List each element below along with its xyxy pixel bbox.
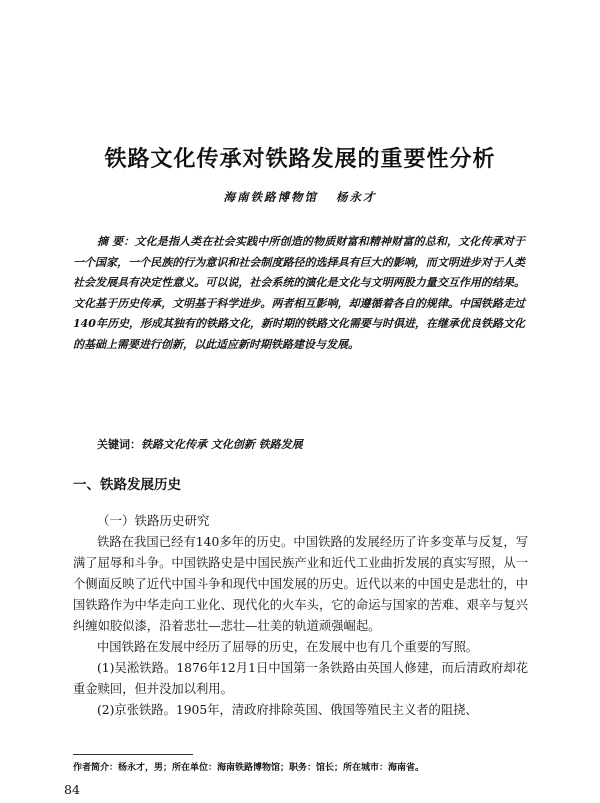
paragraph: (2)京张铁路。1905年，清政府排除英国、俄国等殖民主义者的阻挠、 bbox=[97, 703, 478, 717]
keywords bbox=[97, 436, 527, 452]
body-text bbox=[73, 532, 528, 721]
keywords-text: 铁路文化传承 文化创新 铁路发展 bbox=[141, 438, 303, 451]
page-number: 84 bbox=[64, 782, 80, 797]
author-line bbox=[40, 189, 560, 205]
keywords-label: 关键词： bbox=[97, 438, 141, 451]
footnote-divider bbox=[73, 754, 193, 755]
abstract: 摘 要：文化是指人类在社会实践中所创造的物质财富和精神财富的总和，文化传承对于一个国家，一个民族的行为意识和社会制度路径的选择具有巨大的影响，而文明进步对于人类社会发展具有决定性意义。可以说，社会系统的演化是文化与文明两股力量交互作用的结果。文化基于历史传承，文明基于科学进步。两者相互影响，却遵循着各自的规律。中国铁路走过140年历史，形成其独有的铁路文化，新时期的铁路文化需要与时俱进，在继承优良铁路文化的基础上需要进行创新，以此适应新时期铁路建设与发展。 bbox=[73, 235, 525, 351]
subsection-heading: （一）铁路历史研究 bbox=[97, 513, 210, 528]
paragraph: 中国铁路在发展中经历了屈辱的历史，在发展中也有几个重要的写照。 bbox=[97, 640, 479, 654]
paper-title: 铁路文化传承对铁路发展的重要性分析 bbox=[104, 147, 496, 172]
author-name: 杨永才 bbox=[336, 190, 377, 204]
affiliation: 海南铁路博物馆 bbox=[223, 190, 318, 204]
paragraph: (1)吴淞铁路。1876年12月1日中国第一条铁路由英国人修建，而后清政府却花重金赎回，但并没加以利用。 bbox=[73, 661, 528, 696]
section-heading: 一、铁路发展历史 bbox=[73, 477, 181, 493]
author-footnote: 作者简介：杨永才，男；所在单位：海南铁路博物馆；职务：馆长；所在城市：海南省。 bbox=[73, 763, 425, 773]
paragraph: 铁路在我国已经有140多年的历史。中国铁路的发展经历了许多变革与反复，写满了屈辱和斗争。中国铁路史是中国民族产业和近代工业曲折发展的真实写照，从一个侧面反映了近代中国斗争和现代中国发展的历史。近代以来的中国史是悲壮的，中国铁路作为中华走向工业化、现代化的火车头，它的命运与国家的苦难、艰辛与复兴纠缠如胶似漆，沿着悲壮—悲壮—壮美的轨道顽强崛起。 bbox=[73, 535, 528, 633]
